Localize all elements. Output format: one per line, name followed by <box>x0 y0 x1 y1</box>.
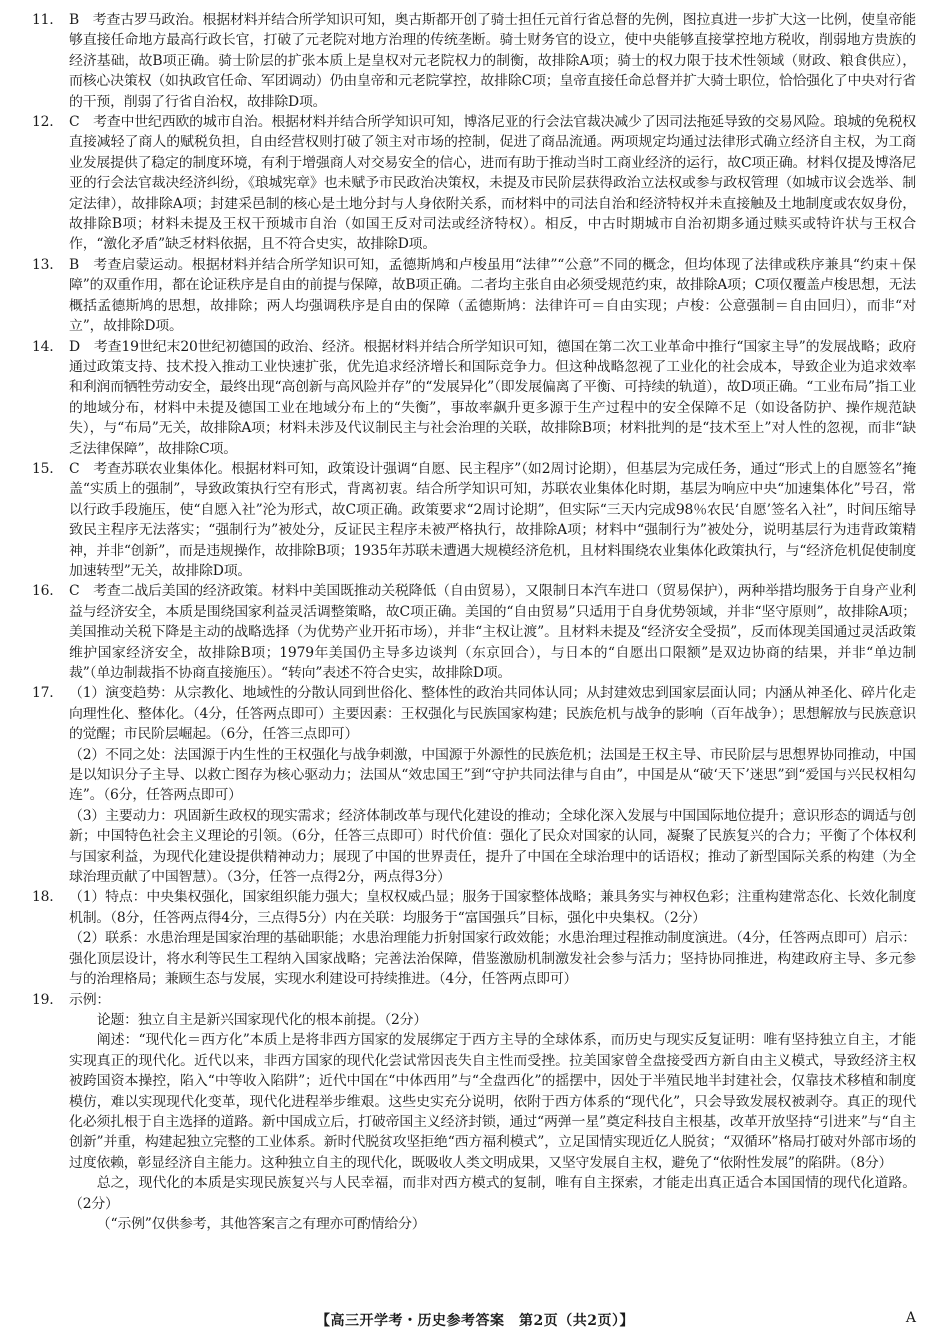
answer-text: C 考查二战后美国的经济政策。材料中美国既推动关税降低（自由贸易），又限制日本汽车进口（贸易保护），两种举措均服务于自身产业利益与经济安全，本质是围绕国家利益灵活调整策略，故C项正确。美国的“自由贸易”只适用于自身优势领域，并非“坚守原则”，故排除A项；美国推动关税下降是主动的战略选择（为优势产业开拓市场），并非“主权让渡”。且材料未提及“经济安全受损”，反而体现美国通过灵活政策维护国家经济安全，故排除B项；1979年美国仍主导多边谈判（东京回合），与日本的“自愿出口限额”是双边协商的结果，并非“单边制裁”（单边制裁指不协商直接施压）。“转向”表述不符合史实，故排除D项。 <box>69 583 916 681</box>
question-number: 15. <box>32 460 54 477</box>
answer-item <box>32 337 916 459</box>
essay-paragraph: 阐述：“现代化＝西方化”本质上是将非西方国家的发展绑定于西方主导的全球体系，而历史与现实反复证明：唯有坚持独立自主，才能实现真正的现代化。近代以来，非西方国家的现代化尝试常因丧失自主性而受挫。拉美国家曾全盘接受西方新自由主义模式，导致经济主权被跨国资本操控，陷入“中等收入陷阱”；近代中国在“中体西用”与“全盘西化”的摇摆中，因处于半殖民地半封建社会，仅靠技术移植和制度模仿，难以实现现代化变革，现代化进程举步维艰。这些史实充分说明，依附于西方体系的“现代化”，只会导致发展权被剥夺。真正的现代化必须扎根于自主选择的道路。新中国成立后，打破帝国主义经济封锁，通过“两弹一星”奠定科技自主根基，改革开放坚持“引进来”与“自主创新”并重，构建起独立完整的工业体系。新时代脱贫攻坚拒绝“西方福利模式”，立足国情实现近亿人脱贫；“双循环”格局打破对外部市场的过度依赖，彰显经济自主能力。这种独立自主的现代化，既吸收人类文明成果，又坚守发展自主权，避免了“依附性发展”的陷阱。（8分） <box>69 1032 916 1171</box>
answer-item <box>32 990 916 1235</box>
answer-content <box>32 10 916 1234</box>
question-number: 11. <box>32 12 54 28</box>
answer-text: D 考查19世纪末20世纪初德国的政治、经济。根据材料并结合所学知识可知，德国在第二次工业革命中推行“国家主导”的发展战略；政府通过政策支持、技术投入推动工业快速扩张，优先追求经济增长和国际竞争力。但这种战略忽视了工业化的社会成本，导致企业为追求效率和利润而牺牲劳动安全，最终出现“高创新与高风险并存”的“发展异化”（即发展偏离了平衡、可持续的轨道），故D项正确。“工业布局”指工业的地域分布，材料中未提及德国工业在地域分布上的“失衡”，事故率飙升更多源于生产过程中的安全保障不足（如设备防护、操作规范缺失），与“布局”无关，故排除A项；材料未涉及代议制民主与社会治理的关联，故排除B项；材料批判的是“技术至上”对人性的忽视，而非“缺乏法律保障”，故排除C项。 <box>69 338 916 457</box>
question-number: 14. <box>32 338 54 355</box>
essay-paragraph: 总之，现代化的本质是实现民族复兴与人民幸福，而非对西方模式的复制，唯有自主探索，才能走出真正适合本国国情的现代化道路。（2分） <box>69 1175 916 1212</box>
answer-item <box>32 581 916 683</box>
question-number: 12. <box>32 114 54 131</box>
answer-text: 示例： <box>69 991 111 1008</box>
question-number: 17. <box>32 685 54 702</box>
answer-item <box>32 683 916 887</box>
answer-text: C 考查苏联农业集体化。根据材料可知，政策设计强调“自愿、民主程序”（如2周讨论期），但基层为完成任务，通过“形式上的自愿签名”掩盖“实质上的强制”，导致政策执行空有形式，背离初衷。结合所学知识可知，苏联农业集体化时期，基层为响应中央“加速集体化”号召，常以行政手段施压，使“自愿入社”沦为形式，故C项正确。政策要求“2周讨论期”，但实际“三天内完成98％农民‘自愿’签名入社”，时间压缩导致民主程序无法落实；“强制行为”被处分，反证民主程序未被严格执行，故排除A项；材料中“强制行为”被处分，说明基层行为违背政策精神，并非“创新”，而是违规操作，故排除B项；1935年苏联未遭遇大规模经济危机，且材料围绕农业集体化政策执行，与“经济危机促使制度加速转型”无关，故排除D项。 <box>69 460 916 579</box>
essay-paragraph: 论题：独立自主是新兴国家现代化的根本前提。（2分） <box>96 1011 428 1028</box>
answer-item <box>32 112 916 255</box>
answer-item <box>32 459 916 581</box>
question-number: 16. <box>32 583 54 600</box>
answer-item <box>32 887 916 989</box>
essay-paragraph: （“示例”仅供参考，其他答案言之有理亦可酌情给分） <box>96 1215 426 1232</box>
answer-item <box>32 10 916 112</box>
answer-text: （1）演变趋势：从宗教化、地域性的分散认同到世俗化、整体性的政治共同体认同；从封建效忠到国家层面认同；内涵从神圣化、碎片化走向理性化、整体化。（4分，任答两点即可）主要因素：王权强化与民族国家构建；民族危机与战争的影响（百年战争）；思想解放与民族意识的觉醒；市民阶层崛起。（6分，任答三点即可） <box>69 685 916 743</box>
page-footer: 【高三开学考・历史参考答案 第2页（共2页）】 <box>316 1313 634 1329</box>
answer-item <box>32 255 916 337</box>
paper-version-code: A <box>905 1310 916 1326</box>
question-number: 18. <box>32 889 54 906</box>
answer-text: （1）特点：中央集权强化，国家组织能力强大；皇权权威凸显；服务于国家整体战略；兼具务实与神权色彩；注重构建常态化、长效化制度机制。（8分，任答两点得4分，三点得5分）内在关联：均服务于“富国强兵”目标，强化中央集权。（2分） <box>69 889 916 926</box>
answer-text: B 考查古罗马政治。根据材料并结合所学知识可知，奥古斯都开创了骑士担任元首行省总督的先例，图拉真进一步扩大这一比例，使皇帝能够直接任命地方最高行政长官，打破了元老院对地方治理的传统垄断。骑士财务官的设立，使中央能够直接掌控地方税收，削弱地方贵族的经济基础，故B项正确。骑士阶层的扩张本质上是皇权对元老院权力的制衡，故排除A项；骑士的权力限于技术性领域（财政、粮食供应），而核心决策权（如执政官任命、军团调动）仍由皇帝和元老院掌控，故排除C项；皇帝直接任命总督并扩大骑士职位，恰恰强化了中央对行省的干预，削弱了行省自治权，故排除D项。 <box>69 12 916 110</box>
answer-text: （3）主要动力：巩固新生政权的现实需求；经济体制改革与现代化建设的推动；全球化深入发展与中国国际地位提升；意识形态的调适与创新；中国特色社会主义理论的引领。（6分，任答三点即可）时代价值：强化了民众对国家的认同，凝聚了民族复兴的合力；平衡了个体权利与国家利益，为现代化建设提供精神动力；展现了中国的世界责任，提升了中国在全球治理中的话语权；推动了新型国际关系的构建（为全球治理贡献了中国智慧）。（3分，任答一点得2分，两点得3分） <box>69 807 916 886</box>
answer-text: （2）不同之处：法国源于内生性的王权强化与战争刺激，中国源于外源性的民族危机；法国是王权主导、市民阶层与思想界协同推动，中国是以知识分子主导、以救亡图存为核心驱动力；法国从“效忠国王”到“守护共同法律与自由”，中国是从“破‘天下’迷思”到“爱国与兴民权相勾连”。（6分，任答两点即可） <box>69 746 916 804</box>
answer-text: （2）联系：水患治理是国家治理的基础职能；水患治理能力折射国家行政效能；水患治理过程推动制度演进。（4分，任答两点即可）启示：强化顶层设计，将水利等民生工程纳入国家战略；完善法治保障，借鉴激励机制激发社会参与活力；坚持协同推进，构建政府主导、多元参与的治理格局；兼顾生态与发展，实现水利建设可持续推进。（4分，任答两点即可） <box>69 930 916 988</box>
answer-text: B 考查启蒙运动。根据材料并结合所学知识可知，孟德斯鸠和卢梭虽用“法律”“公意”不同的概念，但均体现了法律或秩序兼具“约束＋保障”的双重作用，都在论证秩序是自由的前提与保障，故B项正确。二者均主张自由必须受规范约束，故排除A项；C项仅覆盖卢梭思想，无法概括孟德斯鸠的思想，故排除；两人均强调秩序是自由的保障（孟德斯鸠：法律许可＝自由实现；卢梭：公意强制＝自由回归），而非“对立”，故排除D项。 <box>69 256 916 335</box>
question-number: 19. <box>32 991 54 1008</box>
question-number: 13. <box>32 256 54 273</box>
answer-text: C 考查中世纪西欧的城市自治。根据材料并结合所学知识可知，博洛尼亚的行会法官裁决减少了因司法拖延导致的交易风险。琅城的免税权直接减轻了商人的赋税负担，自由经营权则打破了领主对市场的控制，促进了商品流通。两项规定均通过法律形式确立经济自主权，为工商业发展提供了稳定的制度环境，有利于增强商人对交易安全的信心，进而有助于推动当时工商业经济的运行，故C项正确。材料仅提及博洛尼亚的行会法官裁决经济纠纷，《琅城宪章》也未赋予市民政治决策权，未提及市民阶层获得政治立法权或参与政权管理（如城市议会选举、制定法律），故排除A项；封建采邑制的核心是土地分封与人身依附关系，而材料中的司法自治和经济特权并未直接触及土地制度或农奴身份，故排除B项；材料未提及王权干预城市自治（如国王反对司法或经济特权）。相反，中古时期城市自治初期多通过赎买或特许状与王权合作，“激化矛盾”缺乏材料依据，且不符合史实，故排除D项。 <box>69 114 916 253</box>
